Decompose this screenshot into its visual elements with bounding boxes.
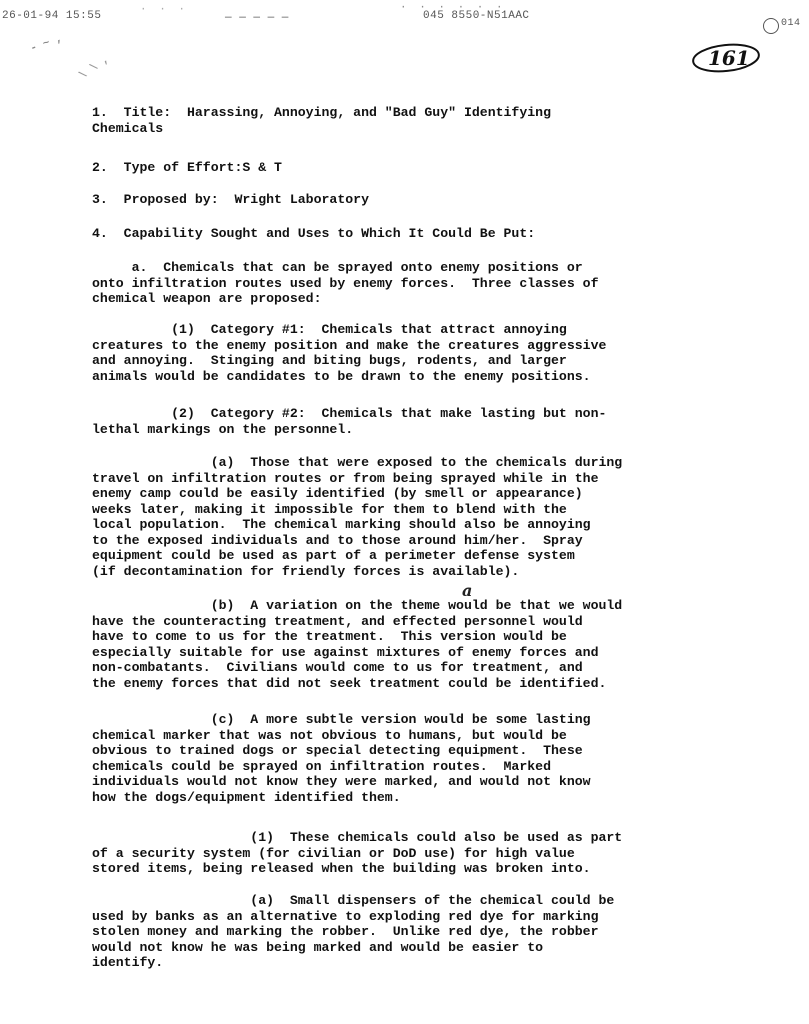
- handwritten-page-number: [690, 42, 762, 72]
- item-2-type-of-effort: 2. Type of Effort:S & T: [92, 160, 282, 175]
- item-1-title: 1. Title: Harassing, Annoying, and "Bad Guy" Identifying Chemicals: [92, 105, 551, 136]
- paragraph-2a: (a) Those that were exposed to the chemicals during travel on infiltration routes or from being sprayed while in the enemy camp could be easily identified (by smell or appearance) weeks later, making it impossible for them to blend with the local population. The chemical marking should also be annoying to the exposed individuals and to those around him/her. Spray equipment could be used as part of a perimeter defense system (if decontamination for friendly forces is available).: [92, 455, 623, 579]
- paragraph-2b: (b) A variation on the theme would be that we would have the counteracting treatment, and effected personnel would have to come to us for the treatment. This version would be especially suitable for use against mixtures of enemy forces and non-combatants. Civilians would come to us for treatment, and the enemy forces that did not seek treatment could be identified.: [92, 598, 623, 691]
- item-3-proposed-by: 3. Proposed by: Wright Laboratory: [92, 192, 369, 207]
- fax-header-middle: — — — — —: [225, 12, 289, 24]
- fax-noise-mark: - ~ ,: [28, 32, 65, 56]
- fax-noise-dots: · · · · · ·: [400, 2, 506, 14]
- fax-date-stamp: 26-01-94 15:55: [2, 10, 102, 22]
- item-4-capability-heading: 4. Capability Sought and Uses to Which It Could Be Put:: [92, 226, 536, 241]
- handwritten-correction: a: [462, 581, 473, 600]
- handwritten-page-number-text: 161: [708, 46, 750, 70]
- fax-noise-mark: \ \ ,: [77, 53, 112, 83]
- paragraph-c1a: (a) Small dispensers of the chemical could be used by banks as an alternative to exploding red dye for marking stolen money and marking the robber. Unlike red dye, the robber would not know he was being marked and would be easier to identify.: [92, 893, 615, 970]
- paragraph-category-1: (1) Category #1: Chemicals that attract annoying creatures to the enemy position and make the creatures aggressive and annoying. Stinging and biting bugs, rodents, and larger animals would be candidates to be drawn to the enemy positions.: [92, 322, 607, 384]
- paragraph-category-2: (2) Category #2: Chemicals that make lasting but non- lethal markings on the personnel.: [92, 406, 607, 437]
- paragraph-2c: (c) A more subtle version would be some lasting chemical marker that was not obvious to humans, but would be obvious to trained dogs or special detecting equipment. These chemicals could be sprayed on infiltration routes. Marked individuals would not know they were marked, and would not know how the dogs/equipment identified them.: [92, 712, 591, 805]
- fax-number: 045 8550-N51AAC: [423, 10, 530, 22]
- fax-page-marker: [763, 18, 801, 34]
- fax-page-number: 014: [781, 18, 801, 29]
- fax-noise-dots: · · ·: [140, 4, 189, 16]
- paragraph-a: a. Chemicals that can be sprayed onto enemy positions or onto infiltration routes used by enemy forces. Three classes of chemical weapon are proposed:: [92, 260, 599, 306]
- paragraph-c1: (1) These chemicals could also be used as part of a security system (for civilian or DoD use) for high value stored items, being released when the building was broken into.: [92, 830, 623, 876]
- fax-header: [0, 2, 809, 29]
